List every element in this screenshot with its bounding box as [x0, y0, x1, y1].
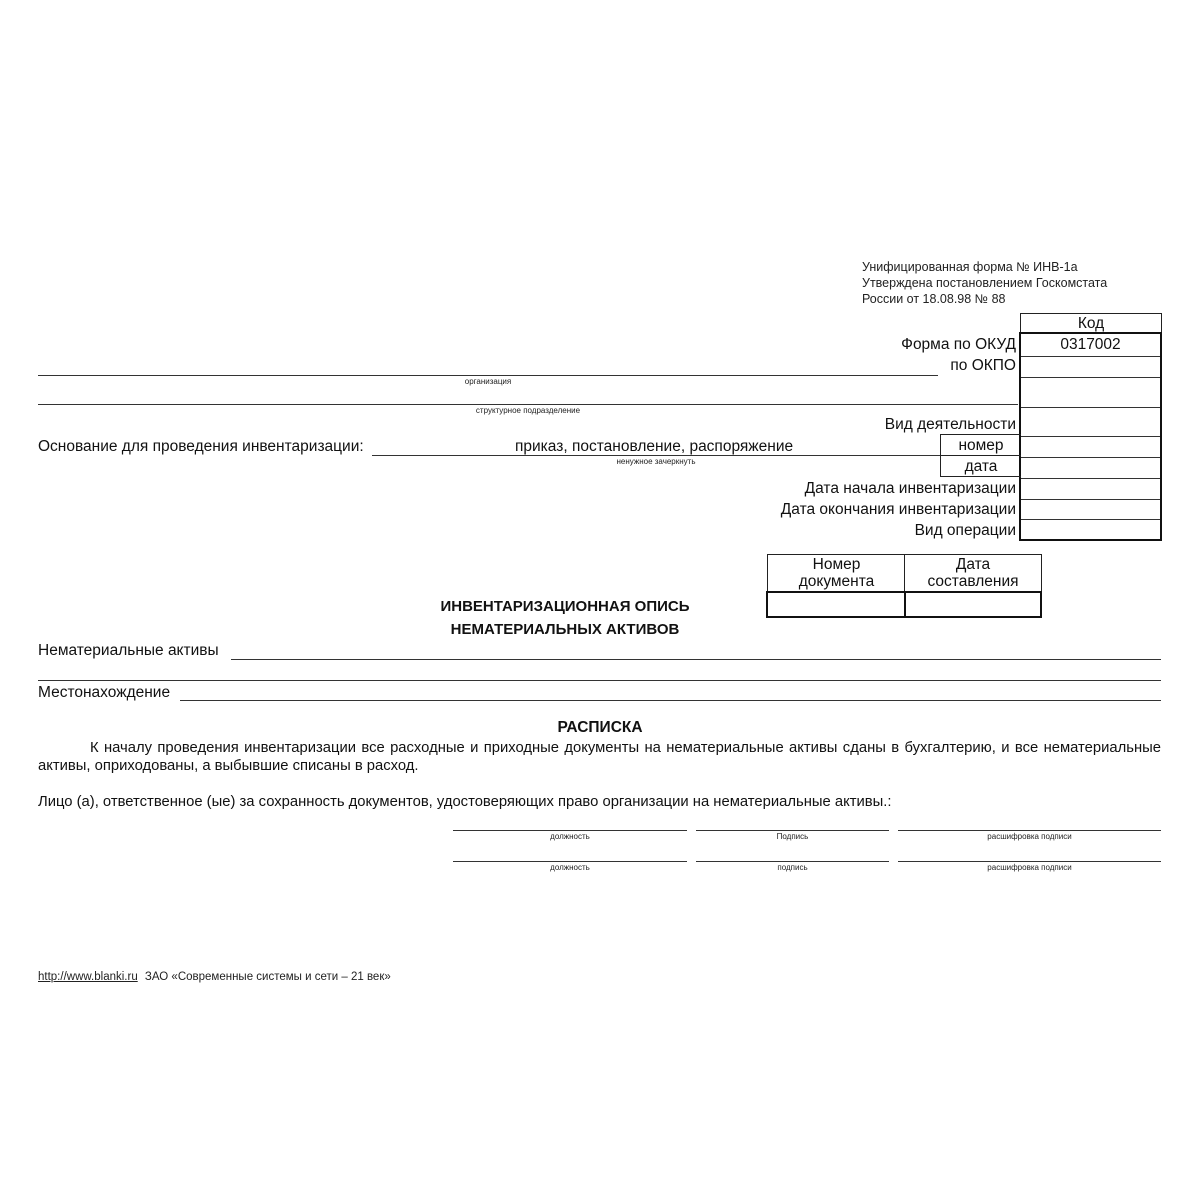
signature-decode-line-1[interactable] [898, 830, 1161, 831]
basis-caption: ненужное зачеркнуть [616, 457, 696, 466]
date-start-code-cell[interactable] [1021, 478, 1160, 500]
nomer-code-cell[interactable] [1021, 436, 1160, 458]
doc-date-cell[interactable] [906, 593, 1040, 616]
basis-value: приказ, постановление, распоряжение [515, 438, 794, 455]
receipt-title: РАСПИСКА [557, 719, 643, 736]
doc-number-header [767, 554, 905, 592]
okpo-label: по ОКПО [950, 357, 1016, 374]
vid-deyat-label: Вид деятельности [884, 416, 1016, 433]
document-title-line1: ИНВЕНТАРИЗАЦИОННАЯ ОПИСЬ [440, 598, 690, 615]
form-header-line1: Унифицированная форма № ИНВ-1а [862, 260, 1078, 274]
signature-sign-line-2[interactable] [696, 861, 889, 862]
assets-label: Нематериальные активы [38, 642, 219, 659]
doc-values-row [766, 591, 1042, 618]
location-line[interactable] [180, 700, 1161, 701]
signature-position-caption-1: должность [550, 832, 590, 841]
doc-number-cell[interactable] [768, 593, 906, 616]
signature-decode-caption-1: расшифровка подписи [987, 832, 1072, 841]
date-end-code-cell[interactable] [1021, 499, 1160, 520]
signature-decode-line-2[interactable] [898, 861, 1161, 862]
location-label: Местонахождение [38, 684, 171, 701]
code-column-header: Код [1020, 313, 1162, 333]
doc-number-header-line1: Номер [812, 556, 861, 573]
blank-code-cell[interactable] [1021, 377, 1160, 408]
assets-line[interactable] [231, 659, 1161, 660]
footer-link[interactable]: http://www.blanki.ru [38, 971, 138, 983]
basis-label: Основание для проведения инвентаризации: [38, 438, 364, 455]
signature-sign-caption-1: Подпись [776, 832, 809, 841]
vid-oper-label: Вид операции [914, 522, 1016, 539]
nomer-label: номер [940, 434, 1021, 456]
okpo-code-cell[interactable] [1021, 356, 1160, 378]
vid-deyat-code-cell[interactable] [1021, 407, 1160, 437]
doc-number-header-line2: документа [798, 573, 875, 590]
code-table [1019, 332, 1162, 541]
signature-decode-caption-2: расшифровка подписи [987, 863, 1072, 872]
structural-unit-line[interactable] [38, 404, 1018, 405]
footer [38, 971, 391, 983]
responsible-text: Лицо (а), ответственное (ые) за сохранность документов, удостоверяющих право организации на нематериальные активы.: [38, 794, 892, 810]
data-label: дата [940, 455, 1021, 477]
date-end-label: Дата окончания инвентаризации [780, 501, 1016, 518]
doc-date-header-line2: составления [927, 573, 1019, 590]
date-start-label: Дата начала инвентаризации [804, 480, 1016, 497]
okud-label: Форма по ОКУД [901, 336, 1016, 353]
form-header-line3: России от 18.08.98 № 88 [862, 292, 1006, 306]
form-header [862, 259, 1107, 307]
doc-date-header [904, 554, 1042, 592]
signature-position-line-2[interactable] [453, 861, 687, 862]
signature-sign-caption-2: подпись [777, 863, 808, 872]
signature-position-line-1[interactable] [453, 830, 687, 831]
document-title-line2: НЕМАТЕРИАЛЬНЫХ АКТИВОВ [450, 621, 680, 638]
receipt-paragraph: К началу проведения инвентаризации все расходные и приходные документы на нематериальные активы сданы в бухгалтерию, и все нематериальные активы, оприходованы, а выбывшие списаны в расход. [38, 740, 1161, 774]
okud-code-cell[interactable]: 0317002 [1021, 334, 1160, 357]
form-header-line2: Утверждена постановлением Госкомстата [862, 276, 1108, 290]
organization-line[interactable] [38, 375, 938, 376]
signature-position-caption-2: должность [550, 863, 590, 872]
data-code-cell[interactable] [1021, 457, 1160, 479]
vid-oper-code-cell[interactable] [1021, 519, 1160, 539]
organization-caption: организация [464, 377, 512, 386]
structural-unit-caption: структурное подразделение [475, 406, 581, 415]
footer-company: ЗАО «Современные системы и сети – 21 век» [144, 971, 391, 983]
doc-date-header-line1: Дата [955, 556, 991, 573]
assets-line-2[interactable] [38, 680, 1161, 681]
signature-sign-line-1[interactable] [696, 830, 889, 831]
